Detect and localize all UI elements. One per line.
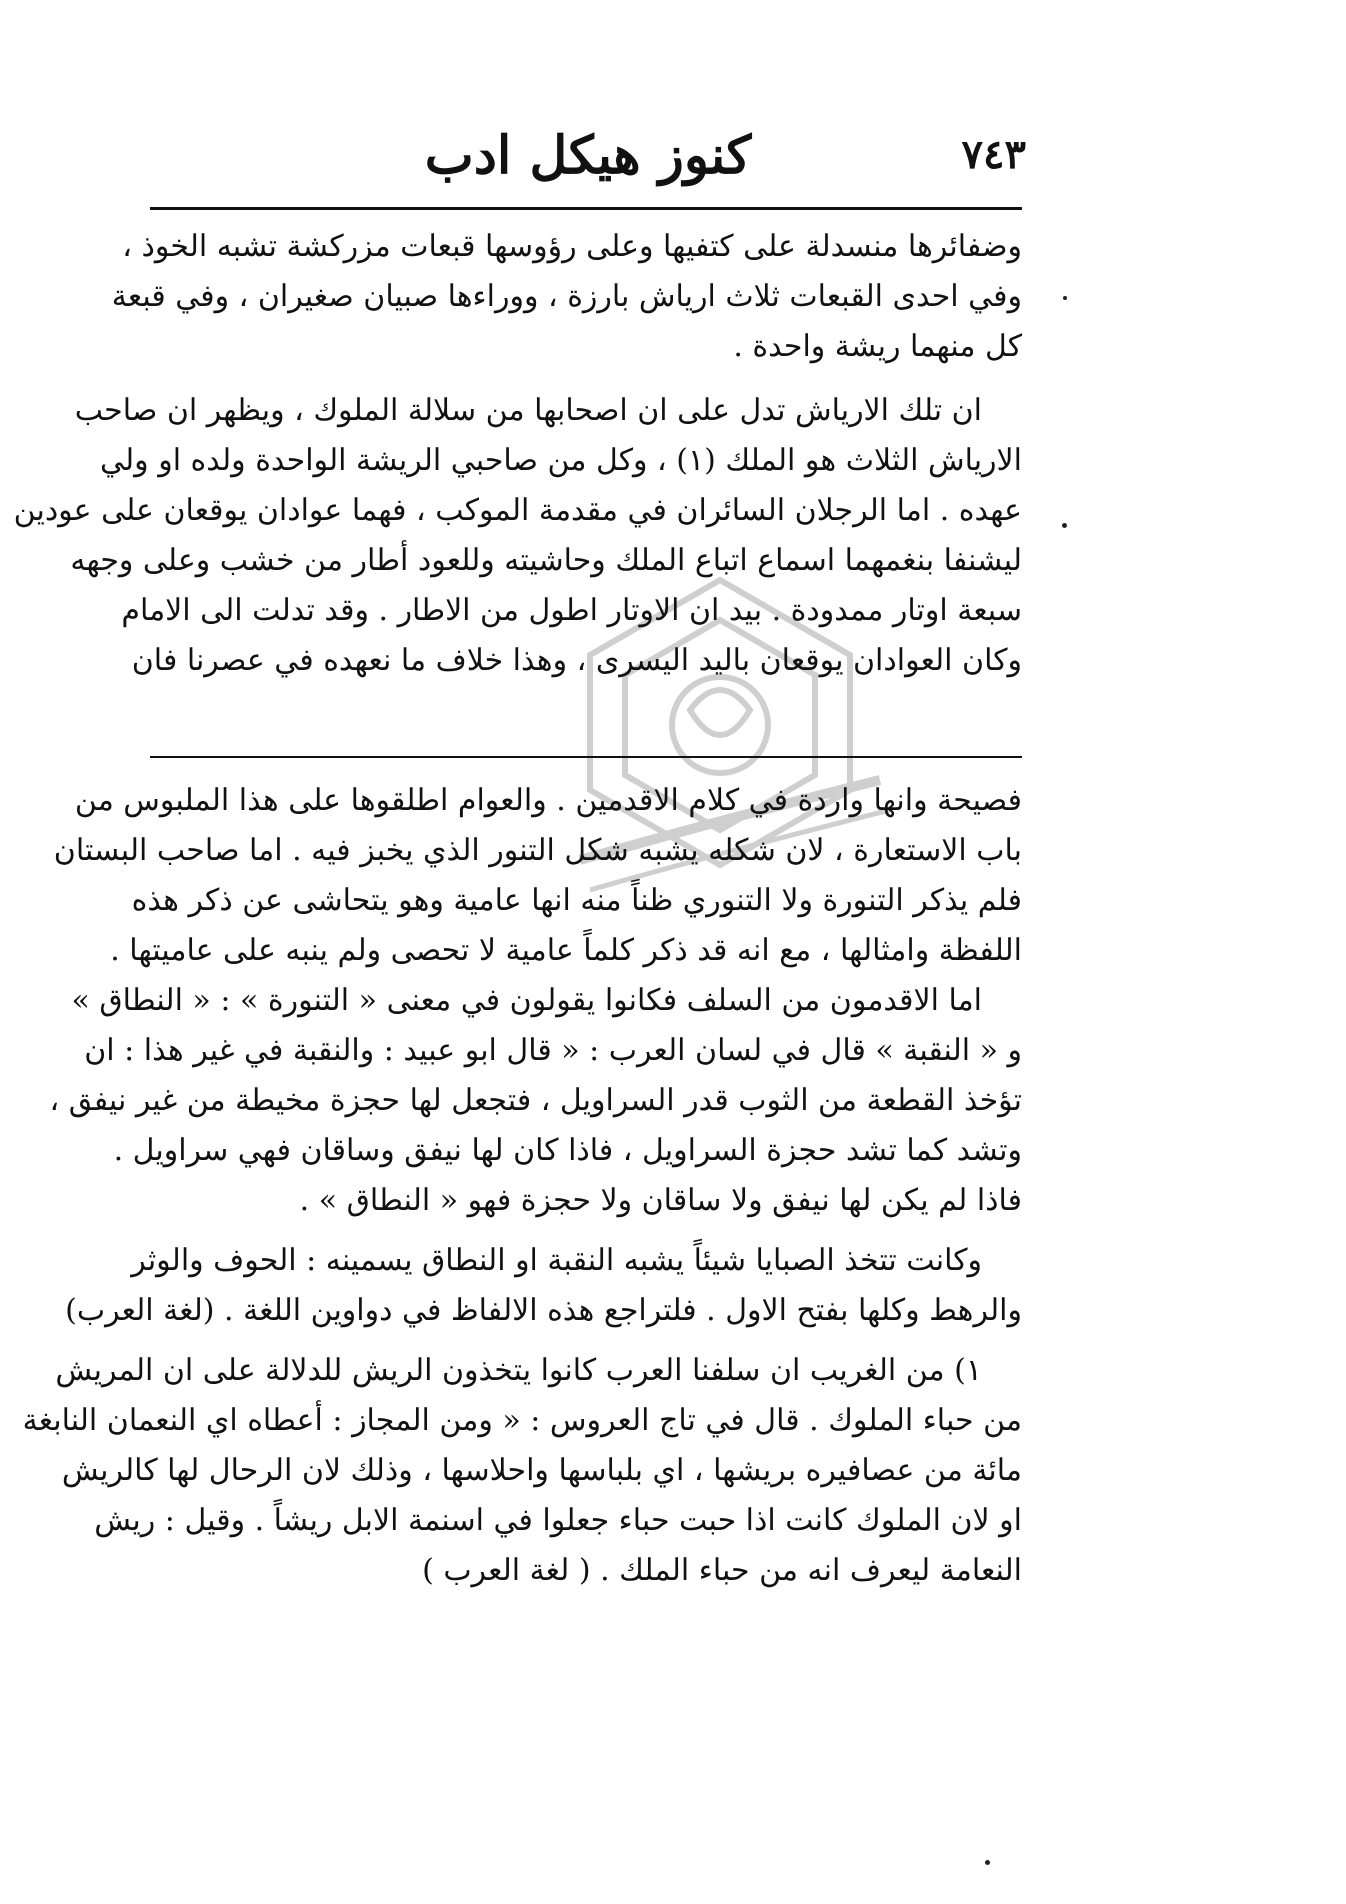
footnote-line: وكانت تتخذ الصبايا شيئاً يشبه النقبة او النطاق يسمينه : الحوف والوثر — [131, 1243, 982, 1278]
footnote-line: فلم يذكر التنورة ولا التنوري ظناً منه انها عامية وهو يتحاشى عن ذكر هذه — [131, 883, 1022, 918]
body-text — [13, 222, 1022, 686]
body-line: وكان العوادان يوقعان باليد اليسرى ، وهذا خلاف ما نعهده في عصرنا فان — [131, 643, 1022, 678]
footnote-line: باب الاستعارة ، لان شكله يشبه شكل التنور الذي يخبز فيه . اما صاحب البستان — [53, 833, 1022, 868]
footnote-line: فصيحة وانها واردة في كلام الاقدمين . والعوام اطلقوها على هذا الملبوس من — [74, 783, 1022, 818]
body-line: وضفائرها منسدلة على كتفيها وعلى رؤوسها قبعات مزركشة تشبه الخوذ ، — [122, 229, 1022, 264]
scan-speck — [985, 1860, 990, 1865]
footnote-line: من حباء الملوك . قال في تاج العروس : « ومن المجاز : أعطاه اي النعمان النابغة — [22, 1403, 1022, 1438]
footnote-line: تؤخذ القطعة من الثوب قدر السراويل ، فتجعل لها حجزة مخيطة من غير نيفق ، — [49, 1083, 1022, 1118]
footnote-line: و « النقبة » قال في لسان العرب : « قال ابو عبيد : والنقبة في غير هذا : ان — [84, 1033, 1022, 1068]
scan-speck — [1062, 523, 1067, 528]
footnote-line: مائة من عصافيره بريشها ، اي بلباسها واحلاسها ، وذلك لان الرحال لها كالريش — [61, 1453, 1022, 1488]
footnote-line: فاذا لم يكن لها نيفق ولا ساقان ولا حجزة فهو « النطاق » . — [299, 1183, 1022, 1218]
body-line: كل منهما ريشة واحدة . — [733, 329, 1022, 364]
footnote-line: اللفظة وامثالها ، مع انه قد ذكر كلماً عامية لا تحصى ولم ينبه على عاميتها . — [110, 933, 1022, 968]
body-line: ليشنفا بنغمهما اسماع اتباع الملك وحاشيته وللعود أطار من خشب وعلى وجهه — [70, 543, 1022, 578]
body-line: سبعة اوتار ممدودة . بيد ان الاوتار اطول من الاطار . وقد تدلت الى الامام — [121, 593, 1022, 628]
footnote-line: والرهط وكلها بفتح الاول . فلتراجع هذه الالفاظ في دواوين اللغة . (لغة العرب) — [65, 1293, 1022, 1328]
scan-speck — [1063, 296, 1067, 300]
footnote-line: اما الاقدمون من السلف فكانوا يقولون في معنى « التنورة » : « النطاق » — [71, 983, 982, 1018]
page-header — [150, 125, 1026, 205]
footnote-line: ١) من الغريب ان سلفنا العرب كانوا يتخذون الريش للدلالة على ان المريش — [55, 1353, 982, 1388]
header-rule — [150, 207, 1022, 210]
footnote-line: او لان الملوك كانت اذا حبت حباء جعلوا في اسنمة الابل ريشاً . وقيل : ريش — [94, 1503, 1022, 1538]
footnote-rule — [150, 756, 1022, 758]
running-title: كنوز هيكل ادب — [424, 125, 752, 186]
body-line: عهده . اما الرجلان السائران في مقدمة الموكب ، فهما عوادان يوقعان على عودين — [13, 493, 1022, 528]
body-line: الارياش الثلاث هو الملك (١) ، وكل من صاحبي الريشة الواحدة ولده او ولي — [100, 443, 1022, 478]
body-line: ان تلك الارياش تدل على ان اصحابها من سلالة الملوك ، ويظهر ان صاحب — [74, 393, 982, 428]
page-number: ٧٤٣ — [961, 131, 1026, 178]
footnote-line: وتشد كما تشد حجزة السراويل ، فاذا كان لها نيفق وساقان فهي سراويل . — [113, 1133, 1022, 1168]
body-line: وفي احدى القبعات ثلاث ارياش بارزة ، ووراءها صبيان صغيران ، وفي قبعة — [111, 279, 1022, 314]
footnote-text — [22, 776, 1022, 1596]
footnote-line: النعامة ليعرف انه من حباء الملك . ( لغة العرب ) — [422, 1553, 1022, 1588]
